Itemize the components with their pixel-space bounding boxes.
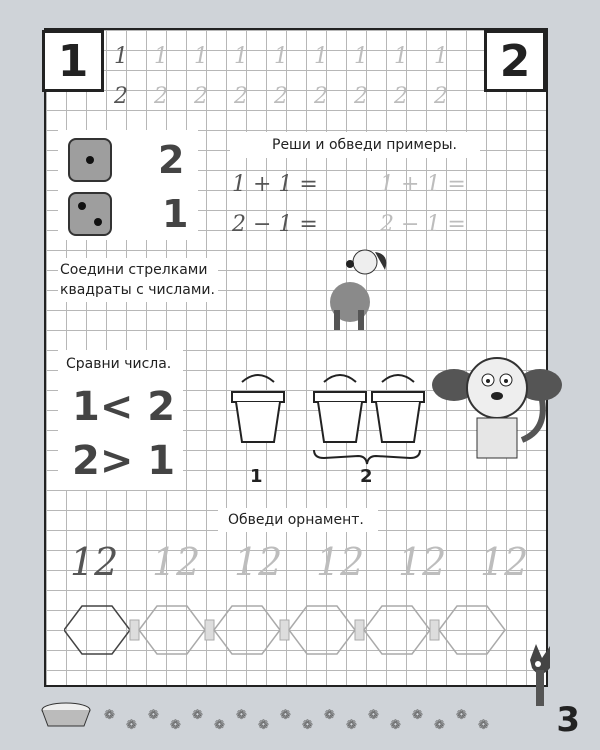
ornament-twelve: 12: [70, 540, 119, 584]
paw-print-icon: ❁: [412, 708, 423, 723]
ornament-twelve: 12: [234, 540, 283, 584]
trace-two: 2: [314, 84, 328, 109]
paw-print-icon: ❁: [126, 718, 137, 733]
paw-print-icon: ❁: [258, 718, 269, 733]
bucket-icon: [372, 375, 424, 442]
buckets: [228, 372, 438, 452]
small-dog-corner-illustration: [520, 640, 560, 710]
ornament-hexagon: [139, 606, 205, 654]
trace-two: 2: [394, 84, 408, 109]
paw-print-icon: ❁: [302, 718, 313, 733]
paw-print-icon: ❁: [236, 708, 247, 723]
ornament-hexagon: [439, 606, 505, 654]
right-number: 2: [499, 35, 531, 87]
paw-print-icon: ❁: [192, 708, 203, 723]
example-1-right: 1 + 1 =: [380, 172, 466, 197]
compare-title: Сравни числа.: [66, 356, 172, 372]
trace-one: 1: [354, 44, 368, 69]
paw-print-icon: ❁: [214, 718, 225, 733]
paw-print-icon: ❁: [280, 708, 291, 723]
dice-two: [68, 192, 112, 236]
big-dog-illustration: [432, 350, 562, 465]
trace-two: 2: [194, 84, 208, 109]
ornament-hexagon: [364, 606, 430, 654]
ornament-hexagon: [214, 606, 280, 654]
paw-print-icon: ❁: [368, 708, 379, 723]
ornament-title: Обведи орнамент.: [228, 512, 364, 528]
paw-print-icon: ❁: [434, 718, 445, 733]
left-number-box: [42, 30, 104, 92]
paw-print-icon: ❁: [170, 718, 181, 733]
ornament-hexagons: [64, 600, 524, 660]
trace-two: 2: [114, 84, 128, 109]
ornament-twelve: 12: [152, 540, 201, 584]
compare-line-1: 1< 2: [72, 384, 176, 430]
paw-print-icon: ❁: [346, 718, 357, 733]
example-1-left: 1 + 1 =: [232, 172, 318, 197]
trace-one: 1: [434, 44, 448, 69]
dice-dot-icon: [78, 202, 86, 210]
ornament-twelve: 12: [316, 540, 365, 584]
paw-print-icon: ❁: [478, 718, 489, 733]
bucket-icon: [232, 375, 284, 442]
dice-dot-icon: [86, 156, 94, 164]
example-2-right: 2 − 1 =: [380, 212, 466, 237]
compare-line-2: 2> 1: [72, 438, 176, 484]
connect-text-2: квадраты с числами.: [60, 282, 215, 298]
ornament-hatch: [280, 620, 289, 640]
bucket-icon: [314, 375, 366, 442]
page-number: 3: [556, 700, 580, 740]
dice-dot-icon: [94, 218, 102, 226]
dice-number-bottom: 1: [162, 192, 189, 236]
ornament-hatch: [430, 620, 439, 640]
dice-number-top: 2: [158, 138, 185, 182]
ornament-hexagon: [289, 606, 355, 654]
brace-icon: [310, 448, 425, 466]
trace-one: 1: [114, 44, 128, 69]
connect-text-1: Соедини стрелками: [60, 262, 208, 278]
trace-two: 2: [274, 84, 288, 109]
examples-title: Реши и обведи примеры.: [272, 137, 457, 153]
paw-print-icon: ❁: [104, 708, 115, 723]
paw-print-icon: ❁: [148, 708, 159, 723]
bucket-label-group: 2: [360, 466, 373, 487]
trace-one: 1: [154, 44, 168, 69]
paw-print-icon: ❁: [456, 708, 467, 723]
trace-one: 1: [274, 44, 288, 69]
ornament-twelve: 12: [398, 540, 447, 584]
ornament-hexagon: [64, 606, 130, 654]
trace-one: 1: [194, 44, 208, 69]
ornament-hatch: [130, 620, 139, 640]
trace-one: 1: [394, 44, 408, 69]
paw-print-icon: ❁: [390, 718, 401, 733]
trace-two: 2: [234, 84, 248, 109]
trace-two: 2: [434, 84, 448, 109]
ornament-hatch: [355, 620, 364, 640]
dog-bowl-icon: [40, 700, 92, 730]
example-2-left: 2 − 1 =: [232, 212, 318, 237]
trace-two: 2: [154, 84, 168, 109]
trace-one: 1: [314, 44, 328, 69]
right-number-box: [484, 30, 546, 92]
left-number: 1: [57, 35, 89, 87]
paw-print-icon: ❁: [324, 708, 335, 723]
small-dog-illustration: [320, 242, 400, 332]
trace-two: 2: [354, 84, 368, 109]
ornament-twelve: 12: [480, 540, 529, 584]
bucket-label-single: 1: [250, 466, 263, 487]
ornament-hatch: [205, 620, 214, 640]
trace-one: 1: [234, 44, 248, 69]
dice-one: [68, 138, 112, 182]
